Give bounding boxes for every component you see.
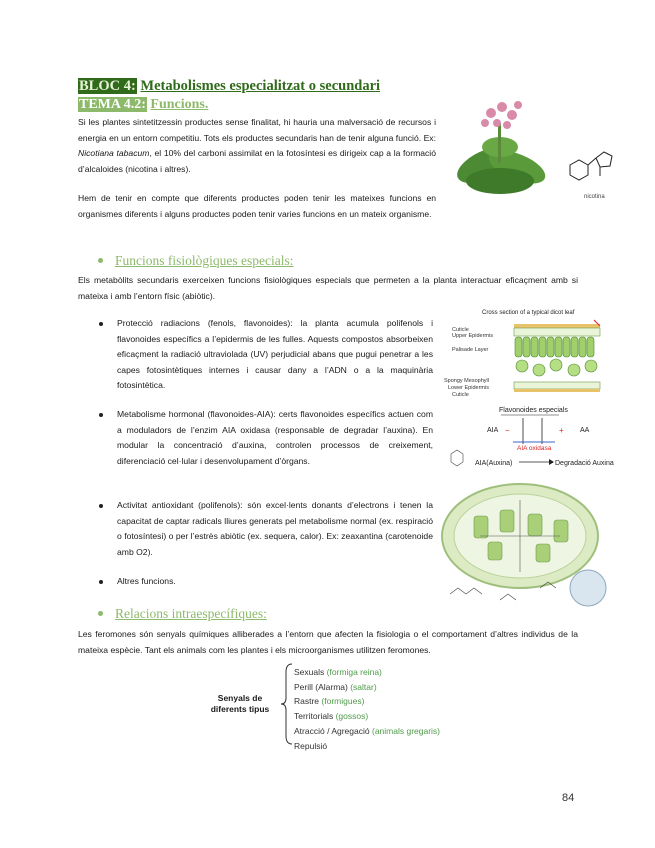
pheromone-list <box>294 665 440 753</box>
bullet-dot <box>98 611 103 616</box>
inhibit-mark: − <box>505 426 510 435</box>
bullet-antioxidant <box>117 498 433 560</box>
leaf-label: Cuticle <box>452 327 469 333</box>
leaf-label: Palisade Layer <box>452 347 489 353</box>
leaf-figure-title: Cross section of a typical dicot leaf <box>482 310 575 316</box>
pheromone-item: Rastre (formigues) <box>294 696 365 707</box>
tema-tag: TEMA 4.2: <box>79 97 146 112</box>
bullet-hormonal <box>117 407 433 469</box>
intro-text-a: Si les plantes sintetitzessin productes sense finalitat, hi hauria una malversació de recursos i energia en un entorn competitiu. Tots els productes secundaris han de tenir alguna funció. Ex: <box>78 117 436 143</box>
pheromone-item: Perill (Alarma) (saltar) <box>294 681 377 692</box>
bullet-other <box>117 574 433 590</box>
plant-leaves <box>452 123 550 194</box>
leaf-label: Spongy Mesophyll <box>444 378 489 384</box>
nicotine-structure <box>560 140 620 202</box>
bullet-text: Protecció radiacions (fenols, flavonoides): la planta acumula polifenols i flavonoides específics a l’epidermis de les fulles. Aquests compostos absorbeixen eficaçment la radiació ultraviolada (UV) perjudicial abans que pugui penetrar a les capes fotosintètiques internes i causar dany a l’ADN o a la maquinària fotosintètica. <box>117 318 433 391</box>
section-title: Relacions intraespecífiques: <box>115 606 267 621</box>
bullet-dot <box>98 258 103 263</box>
leaf-label: Upper Epidermis <box>452 333 493 339</box>
species-name: Nicotiana tabacum <box>78 148 150 159</box>
section-heading-physiological <box>98 252 293 270</box>
bloc-title: Metabolismes especialitzat o secundari <box>140 78 381 94</box>
molecule-icon <box>451 450 463 466</box>
pheromone-item: Repulsió <box>294 740 328 751</box>
bullet-text: Activitat antioxidant (polifenols): són excel·lents donants d’electrons i tenen la capacitat de captar radicals lliures generats pel metabolisme normal (ex. respiració o fotosíntesi) o per l’estrès abiòtic (ex. sequera, calor). Ex: zeaxantina (carotenoide amb O2). <box>117 500 433 557</box>
bullet-text: Altres funcions. <box>117 576 176 586</box>
cell-vacuole <box>570 570 606 606</box>
section1-intro: Els metabòlits secundaris exerceixen funcions fisiològiques especials que permeten a la planta interactuar eficaçment amb si mateixa i amb l’entorn físic (abiòtic). <box>78 275 578 301</box>
intro-paragraph-1 <box>78 115 436 177</box>
hormone-left-label: AIA <box>487 427 499 434</box>
leaf-label: Cuticle <box>452 392 469 398</box>
substrate-label: AIA(Auxina) <box>475 460 513 467</box>
product-label: Degradació Auxina <box>555 460 614 467</box>
leaf-label: Lower Epidermis <box>448 385 489 391</box>
nicotine-label: nicotina <box>584 194 605 200</box>
section-heading-intraspecific <box>98 605 267 623</box>
leaf-cross-section-figure <box>444 306 604 400</box>
intro-text-b: , el 10% del carboni assimilat en la fotosíntesi es dirigeix cap a la formació d’alcaloides (nicotina i altres). <box>78 148 436 174</box>
bullet-text: Metabolisme hormonal (flavonoides-AIA): certs flavonoides específics actuen com a moduladors de l’enzim AIA oxidasa (responsable de degradar l’auxina). En modular la concentració d’auxina, controlen processos de creixement, diferenciació cel·lular i desenvolupament d’òrgans. <box>117 409 433 466</box>
tema-title: Funcions. <box>150 97 209 112</box>
chloroplast-figure <box>440 476 610 608</box>
page-number: 84 <box>562 792 575 804</box>
pheromone-item: Atracció / Agregació (animals gregaris) <box>294 725 441 736</box>
section2-intro: Les feromones són senyals químiques alliberades a l’entorn que afecten la fisiologia o el comportament d’altres individus de la mateixa espècie. Tant els animals com les plantes i els microorganismes utilitzen feromones. <box>78 629 578 655</box>
intro-paragraph-2: Hem de tenir en compte que diferents productes poden tenir les mateixes funcions en organismes diferents i alguns productes poden tenir varies funcions en un mateix organisme. <box>78 193 436 219</box>
pheromone-item: Sexuals (formiga reina) <box>294 667 382 677</box>
bloc-tag: BLOC 4: <box>79 78 136 94</box>
enzyme-label: AIA oxidasa <box>517 445 552 452</box>
tobacco-plant-image <box>445 95 557 205</box>
brace-icon <box>280 662 294 746</box>
leaf-tissue <box>514 320 600 392</box>
hormone-right-label: AA <box>580 427 590 434</box>
tema-heading <box>78 97 208 113</box>
pheromone-diagram-label: Senyals de diferents tipus <box>210 693 270 714</box>
bloc-heading <box>78 78 380 95</box>
pheromone-item: Territorials (gossos) <box>294 711 369 722</box>
hormone-figure-title: Flavonoides especials <box>499 407 568 414</box>
bullet-radiation <box>117 316 433 394</box>
activate-mark: + <box>559 426 564 435</box>
hormone-regulation-figure <box>447 404 617 472</box>
plant-flowers <box>481 101 522 129</box>
section-title: Funcions fisiològiques especials: <box>115 253 294 268</box>
